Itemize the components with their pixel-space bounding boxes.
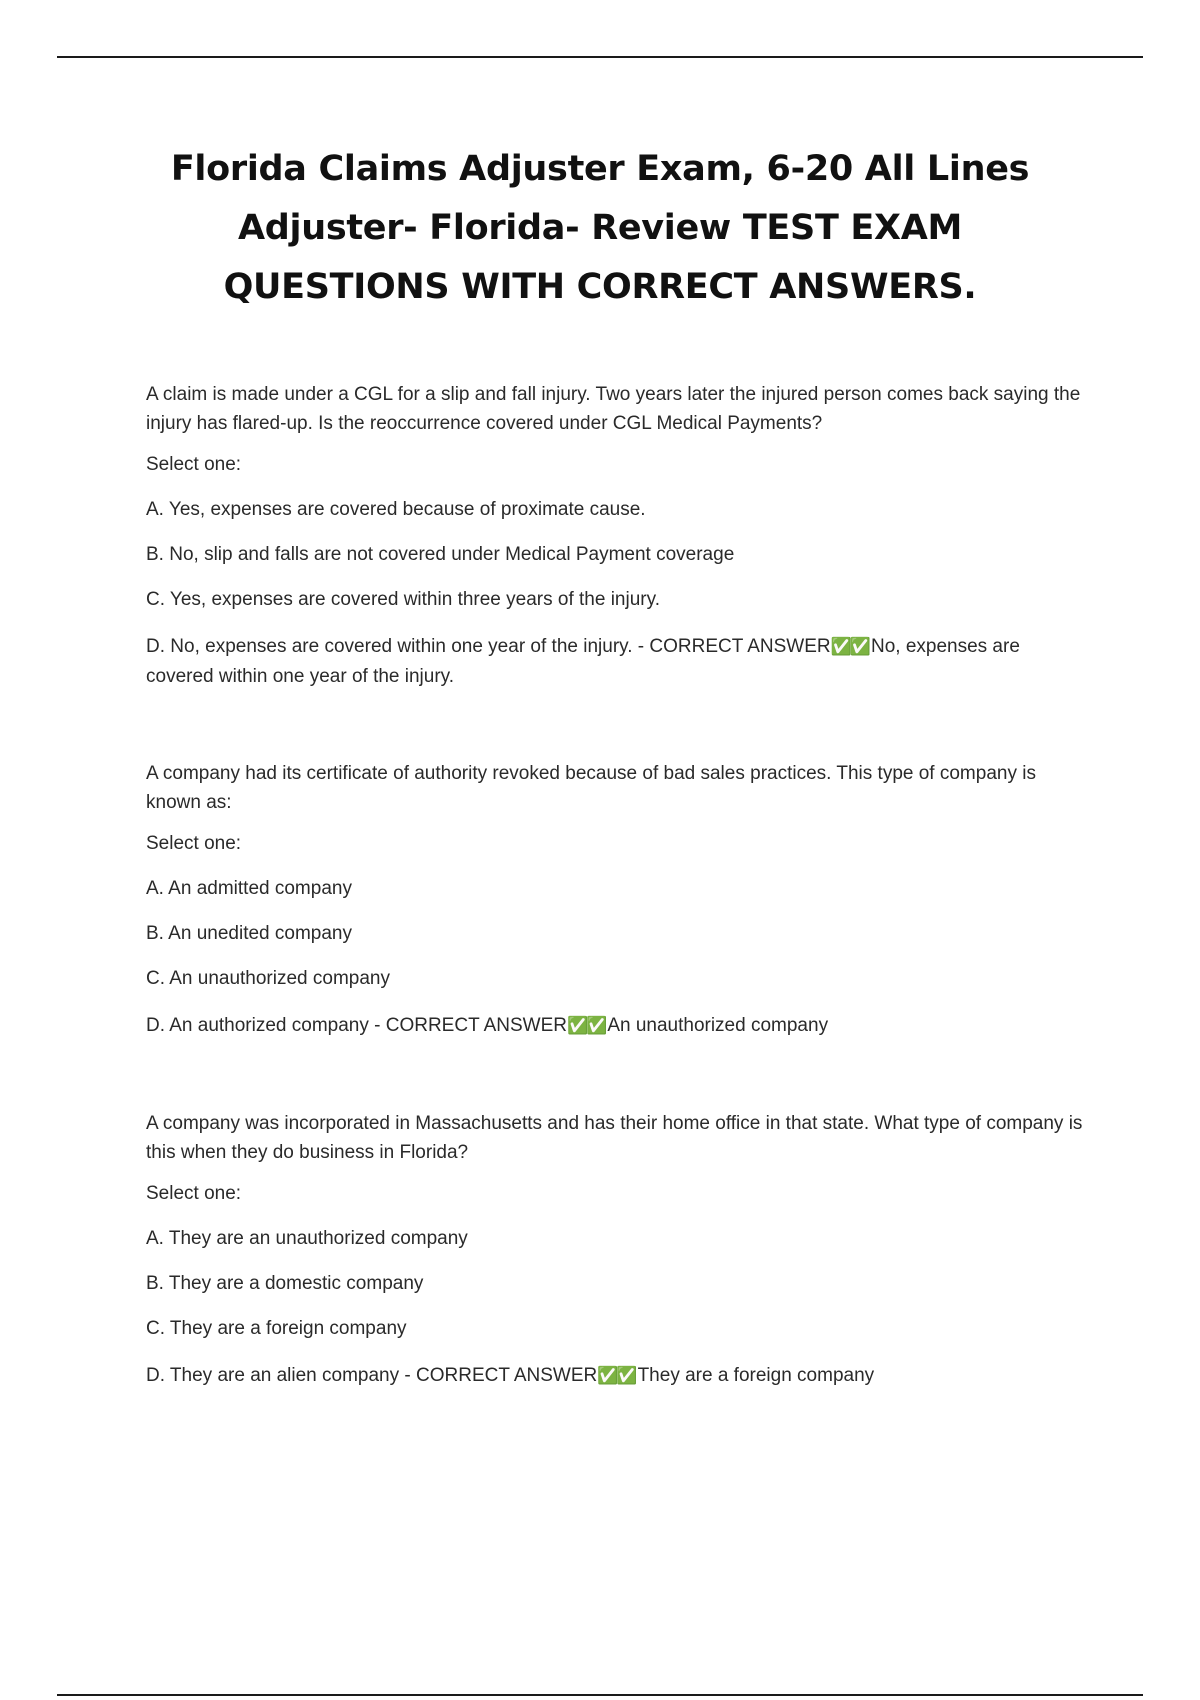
select-one-label: Select one:	[146, 454, 242, 475]
question-list	[146, 380, 1092, 1391]
option-a: A. Yes, expenses are covered because of proximate cause.	[146, 499, 646, 520]
correct-answer-text: An unauthorized company	[607, 1015, 829, 1036]
option-d-with-answer	[146, 1361, 1092, 1391]
double-check-icon: ✅✅	[566, 1016, 606, 1036]
option-d-with-answer	[146, 632, 1092, 691]
question-2	[146, 759, 1092, 1041]
select-one-label: Select one:	[146, 1183, 242, 1204]
select-one-label: Select one:	[146, 833, 242, 854]
option-a: A. They are an unauthorized company	[146, 1228, 468, 1249]
question-text: A company was incorporated in Massachusetts and has their home office in that state. What type of company is this when they do business in Florida?	[146, 1113, 1083, 1163]
question-1	[146, 380, 1092, 691]
double-check-icon: ✅✅	[830, 637, 869, 657]
double-check-icon: ✅✅	[597, 1366, 636, 1386]
question-3	[146, 1109, 1092, 1391]
option-b: B. An unedited company	[146, 923, 352, 944]
question-text: A claim is made under a CGL for a slip and fall injury. Two years later the injured person comes back saying the injury has flared-up. Is the reoccurrence covered under CGL Medical Payments?	[146, 384, 1081, 434]
bottom-rule	[57, 1694, 1143, 1696]
option-c: C. They are a foreign company	[146, 1318, 407, 1339]
question-text: A company had its certificate of authority revoked because of bad sales practices. This type of company is known as:	[146, 763, 1036, 813]
option-d-with-answer	[146, 1011, 1092, 1041]
correct-answer-text: They are a foreign company	[637, 1365, 875, 1386]
option-c: C. An unauthorized company	[146, 968, 390, 989]
option-a: A. An admitted company	[146, 878, 352, 899]
option-d-text: D. They are an alien company - CORRECT ANSWER	[146, 1365, 598, 1386]
option-b: B. They are a domestic company	[146, 1273, 424, 1294]
option-c: C. Yes, expenses are covered within three years of the injury.	[146, 589, 660, 610]
option-b: B. No, slip and falls are not covered under Medical Payment coverage	[146, 544, 735, 565]
top-rule	[57, 56, 1143, 58]
option-d-text: D. An authorized company - CORRECT ANSWER	[146, 1015, 567, 1036]
correct-answer-text: No, expenses are covered within one year of the injury.	[146, 636, 1020, 687]
option-d-text: D. No, expenses are covered within one year of the injury. - CORRECT ANSWER	[146, 636, 831, 657]
document-title: Florida Claims Adjuster Exam, 6-20 All Lines Adjuster- Florida- Review TEST EXAM QUESTIONS WITH CORRECT ANSWERS.	[170, 149, 1030, 307]
